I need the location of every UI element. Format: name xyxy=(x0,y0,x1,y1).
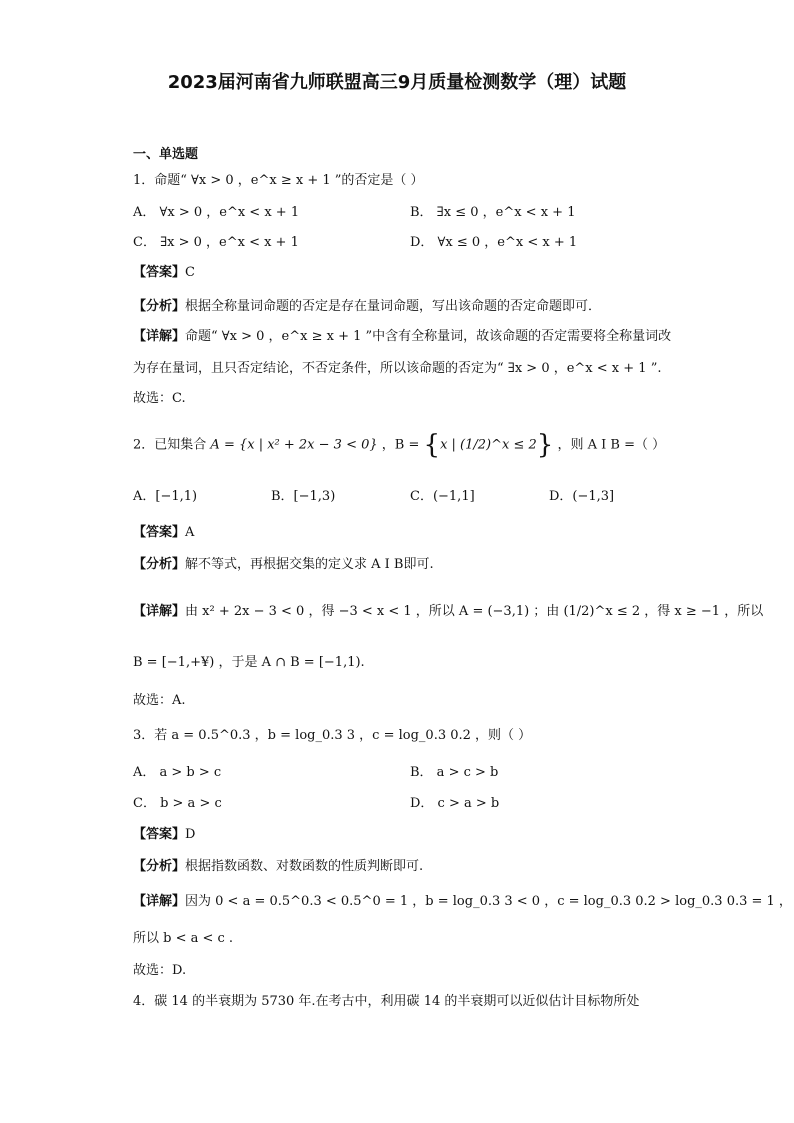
answer-tag: 【答案】 xyxy=(133,827,186,842)
q3-analysis xyxy=(133,858,423,876)
set-b-definition: x | (1/2)^x ≤ 2 xyxy=(440,437,537,453)
analysis-text: 根据全称量词命题的否定是存在量词命题，写出该命题的否定命题即可． xyxy=(185,299,602,314)
q1-option-d: D． ∀x ≤ 0 ，e^x < x + 1 xyxy=(410,235,578,250)
analysis-text: 根据指数函数、对数函数的性质判断即可. xyxy=(185,859,424,874)
q2-conclusion: 故选：A. xyxy=(133,693,186,708)
q1-analysis xyxy=(133,298,601,316)
answer-tag: 【答案】 xyxy=(133,265,186,280)
analysis-tag: 【分析】 xyxy=(133,557,186,572)
q1-detail xyxy=(133,328,671,346)
q2-option-a: A．[−1,1) xyxy=(133,489,198,504)
q3-option-c: C． b > a > c xyxy=(133,796,222,811)
q2-option-b: B．[−1,3) xyxy=(271,489,336,504)
section-heading: 一、单选题 xyxy=(133,147,199,162)
q4-stem: 4．碳 14 的半衰期为 5730 年.在考古中，利用碳 14 的半衰期可以近似估计目标物所处 xyxy=(133,994,640,1009)
q3-option-b: B． a > c > b xyxy=(410,765,499,780)
q3-option-d: D． c > a > b xyxy=(410,796,500,811)
detail-tag: 【详解】 xyxy=(133,604,186,619)
answer-value: D xyxy=(185,827,196,842)
answer-tag: 【答案】 xyxy=(133,525,186,540)
q3-answer xyxy=(133,826,195,844)
q3-conclusion: 故选：D. xyxy=(133,963,187,978)
analysis-tag: 【分析】 xyxy=(133,859,186,874)
q1-answer xyxy=(133,264,195,282)
q2-option-d: D．(−1,3] xyxy=(549,489,615,504)
q3-option-a: A． a > b > c xyxy=(133,765,222,780)
detail-text: 因为 0 < a = 0.5^0.3 < 0.5^0 = 1 ，b = log_0.3 3 < 0 ，c = log_0.3 0.2 > log_0.3 0.3 = 1 ， xyxy=(185,894,792,909)
q1-stem: 1．命题“ ∀x > 0 ，e^x ≥ x + 1 ”的否定是（ ） xyxy=(133,173,424,188)
right-brace-icon: } xyxy=(536,430,554,460)
q2-detail-cont: B = [−1,+¥) ，于是 A ∩ B = [−1,1). xyxy=(133,655,365,670)
q2-option-c: C．(−1,1] xyxy=(410,489,475,504)
q1-option-b: B． ∃x ≤ 0 ，e^x < x + 1 xyxy=(410,205,576,220)
q2-stem-prefix: 2．已知集合 xyxy=(133,437,207,453)
q3-detail-cont: 所以 b < a < c . xyxy=(133,931,234,946)
analysis-tag: 【分析】 xyxy=(133,299,186,314)
page-title: 2023届河南省九师联盟高三9月质量检测数学（理）试题 xyxy=(167,72,627,93)
detail-text: 由 x² + 2x − 3 < 0 ，得 −3 < x < 1 ，所以 A = (−3,1) ；由 (1/2)^x ≤ 2 ，得 x ≥ −1 ，所以 xyxy=(185,604,764,619)
q3-detail xyxy=(133,893,792,911)
q1-option-c: C． ∃x > 0 ，e^x < x + 1 xyxy=(133,235,299,250)
q2-analysis xyxy=(133,556,434,574)
q2-stem-suffix: ，则 A I B =（ ） xyxy=(557,437,666,453)
answer-value: A xyxy=(185,525,195,540)
q1-option-a: A． ∀x > 0 ，e^x < x + 1 xyxy=(133,205,300,220)
q3-stem: 3．若 a = 0.5^0.3 ，b = log_0.3 3 ，c = log_0.3 0.2 ，则（ ） xyxy=(133,728,532,743)
detail-tag: 【详解】 xyxy=(133,894,186,909)
q1-conclusion: 故选：C. xyxy=(133,391,186,406)
set-a-definition: A = {x | x² + 2x − 3 < 0} xyxy=(210,437,378,453)
left-brace-icon: { xyxy=(423,430,441,460)
q2-stem xyxy=(133,430,666,460)
set-b-prefix: ，B = xyxy=(381,437,420,453)
q1-detail-cont: 为存在量词，且只否定结论，不否定条件，所以该命题的否定为“ ∃x > 0 ，e^x < x + 1 ”. xyxy=(133,361,662,376)
detail-text: 命题“ ∀x > 0 ，e^x ≥ x + 1 ”中含有全称量词，故该命题的否定需要将全称量词改 xyxy=(185,329,672,344)
answer-value: C xyxy=(185,265,195,280)
detail-tag: 【详解】 xyxy=(133,329,186,344)
q2-detail xyxy=(133,603,763,621)
q2-answer xyxy=(133,524,194,542)
analysis-text: 解不等式，再根据交集的定义求 A I B即可. xyxy=(185,557,434,572)
